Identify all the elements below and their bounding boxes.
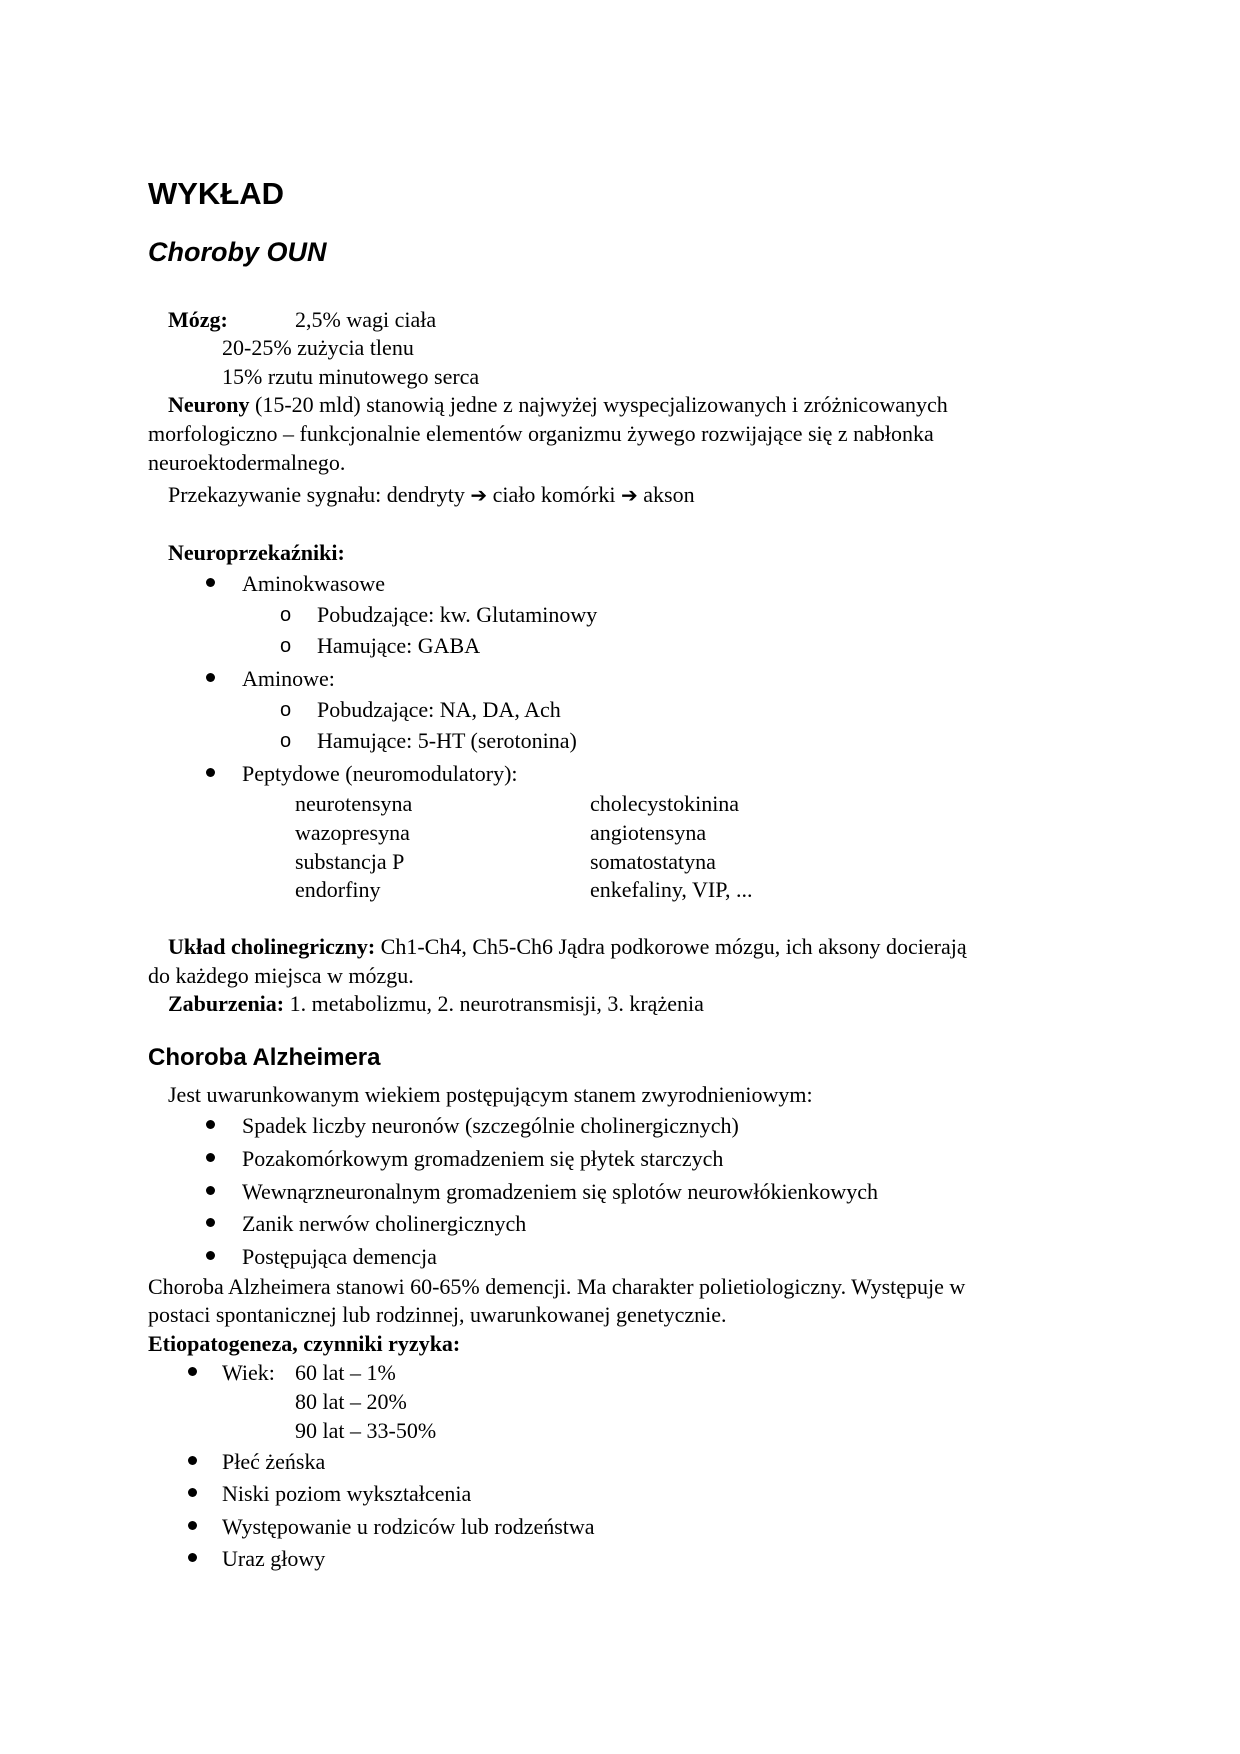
neurony-text: (15-20 mld) stanowią jedne z najwyżej wyspecjalizowanych i zróżnicowanych <box>249 392 948 417</box>
uklad-text: Ch1-Ch4, Ch5-Ch6 Jądra podkorowe mózgu, ich aksony docierają <box>375 934 967 959</box>
list-item: Hamujące: GABA <box>317 633 481 658</box>
peptide-name: angiotensyna <box>590 820 707 845</box>
bullet-icon <box>188 1553 197 1562</box>
list-item: Peptydowe (neuromodulatory): <box>242 761 518 786</box>
etio-heading: Etiopatogeneza, czynniki ryzyka: <box>148 1331 461 1356</box>
list-item: Wewnąrzneuronalnym gromadzeniem się splotów neurowłókienkowych <box>242 1179 879 1204</box>
wiek-label: Wiek: <box>222 1360 275 1385</box>
list-item: Pobudzające: kw. Glutaminowy <box>317 602 598 627</box>
zaburzenia-text: 1. metabolizmu, 2. neurotransmisji, 3. krążenia <box>284 991 704 1016</box>
arrow-right-icon: ➔ <box>470 483 488 507</box>
mozg-label: Mózg: <box>168 307 228 332</box>
bullet-icon <box>206 673 215 682</box>
list-item: Uraz głowy <box>222 1546 326 1571</box>
list-item: Hamujące: 5-HT (serotonina) <box>317 728 577 753</box>
bullet-icon <box>206 768 215 777</box>
bullet-icon <box>206 1120 215 1129</box>
list-item: Płeć żeńska <box>222 1449 326 1474</box>
peptide-name: endorfiny <box>295 877 381 902</box>
signal-text: Przekazywanie sygnału: dendryty <box>168 482 471 507</box>
bullet-icon <box>188 1367 197 1376</box>
peptide-name: substancja P <box>295 849 405 874</box>
wiek-value: 90 lat – 33-50% <box>295 1418 437 1443</box>
circle-bullet-icon: o <box>280 604 292 626</box>
peptide-name: cholecystokinina <box>590 791 740 816</box>
peptide-name: neurotensyna <box>295 791 413 816</box>
circle-bullet-icon: o <box>280 730 292 752</box>
bullet-icon <box>188 1488 197 1497</box>
peptide-name: enkefaliny, VIP, ... <box>590 877 753 902</box>
list-item: Postępująca demencja <box>242 1244 437 1269</box>
neuro-heading: Neuroprzekaźniki: <box>168 540 345 565</box>
peptide-name: somatostatyna <box>590 849 716 874</box>
paragraph-line: postaci spontanicznej lub rodzinnej, uwarunkowanej genetycznie. <box>148 1302 727 1327</box>
page-title: WYKŁAD <box>148 176 285 211</box>
list-item: Spadek liczby neuronów (szczególnie cholinergicznych) <box>242 1113 739 1138</box>
section-heading: Choroba Alzheimera <box>148 1044 381 1071</box>
bullet-icon <box>188 1521 197 1530</box>
arrow-right-icon: ➔ <box>620 483 638 507</box>
bullet-icon <box>188 1456 197 1465</box>
peptide-name: wazopresyna <box>295 820 410 845</box>
list-item: Występowanie u rodziców lub rodzeństwa <box>222 1514 595 1539</box>
neurony-line: neuroektodermalnego. <box>148 450 346 475</box>
uklad-line: do każdego miejsca w mózgu. <box>148 963 414 988</box>
paragraph-line: Choroba Alzheimera stanowi 60-65% demencji. Ma charakter polietiologiczny. Występuje w <box>148 1274 966 1299</box>
uklad-line <box>168 936 967 958</box>
bullet-icon <box>206 1153 215 1162</box>
signal-line <box>168 484 695 506</box>
circle-bullet-icon: o <box>280 635 292 657</box>
circle-bullet-icon: o <box>280 699 292 721</box>
neurony-line: morfologiczno – funkcjonalnie elementów organizmu żywego rozwijające się z nabłonka <box>148 421 934 446</box>
signal-text: akson <box>637 482 695 507</box>
bullet-icon <box>206 1186 215 1195</box>
neurony-label: Neurony <box>168 392 250 417</box>
uklad-label: Układ cholinegriczny: <box>168 934 376 959</box>
neurony-line <box>168 394 948 416</box>
list-item: Aminokwasowe <box>242 571 385 596</box>
wiek-value: 60 lat – 1% <box>295 1360 396 1385</box>
mozg-line: 20-25% zużycia tlenu <box>222 335 414 360</box>
list-item: Niski poziom wykształcenia <box>222 1481 472 1506</box>
wiek-value: 80 lat – 20% <box>295 1389 407 1414</box>
list-item: Aminowe: <box>242 666 335 691</box>
list-item: Pozakomórkowym gromadzeniem się płytek starczych <box>242 1146 724 1171</box>
bullet-icon <box>206 578 215 587</box>
bullet-icon <box>206 1251 215 1260</box>
zaburzenia-line <box>168 993 704 1015</box>
mozg-line: 15% rzutu minutowego serca <box>222 364 480 389</box>
list-item: Zanik nerwów cholinergicznych <box>242 1211 527 1236</box>
signal-text: ciało komórki <box>487 482 621 507</box>
page-subtitle: Choroby OUN <box>148 237 327 267</box>
intro-text: Jest uwarunkowanym wiekiem postępującym stanem zwyrodnieniowym: <box>168 1082 813 1107</box>
bullet-icon <box>206 1218 215 1227</box>
zaburzenia-label: Zaburzenia: <box>168 991 285 1016</box>
mozg-line: 2,5% wagi ciała <box>295 307 437 332</box>
list-item: Pobudzające: NA, DA, Ach <box>317 697 561 722</box>
